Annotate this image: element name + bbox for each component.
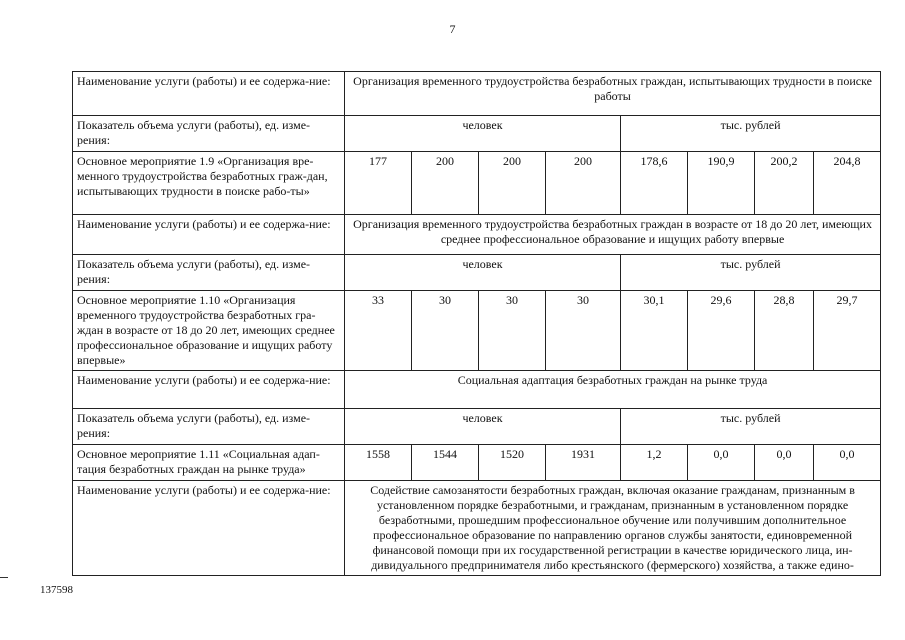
value-cell: 30 [479, 291, 546, 371]
value-cell: 30 [412, 291, 479, 371]
row-label: Показатель объема услуги (работы), ед. изме-рения: [73, 116, 345, 152]
value-cell: 0,0 [688, 445, 755, 481]
row-label: Наименование услуги (работы) и ее содержа-ние: [73, 72, 345, 116]
value-cell: 190,9 [688, 152, 755, 215]
value-cell: 200 [412, 152, 479, 215]
service-name-row [73, 371, 881, 409]
page-number: 7 [449, 22, 456, 36]
value-cell: 0,0 [755, 445, 814, 481]
value-cell: 204,8 [814, 152, 881, 215]
measure-row [73, 445, 881, 481]
service-name: Содействие самозанятости безработных граждан, включая оказание гражданам, признанным в установленном порядке безработными, и гражданам, признанным в установленном порядке безработными, прошедшим профессиональное обучение или получившим дополнительное профессиональное образование по направлению органов службы занятости, единовременной финансовой помощи при их государственной регистрации в качестве юридического лица, ин-дивидуального предпринимателя либо крестьянского (фермерского) хозяйства, а также едино- [345, 481, 881, 576]
volume-indicator-row [73, 255, 881, 291]
value-cell: 178,6 [621, 152, 688, 215]
value-cell: 29,6 [688, 291, 755, 371]
measure-row [73, 291, 881, 371]
row-label: Показатель объема услуги (работы), ед. изме-рения: [73, 409, 345, 445]
service-name-row [73, 215, 881, 255]
value-cell: 33 [345, 291, 412, 371]
value-cell: 200,2 [755, 152, 814, 215]
volume-indicator-row [73, 116, 881, 152]
unit-people: человек [345, 116, 621, 152]
value-cell: 200 [546, 152, 621, 215]
unit-money: тыс. рублей [621, 116, 881, 152]
service-name-row [73, 481, 881, 576]
value-cell: 0,0 [814, 445, 881, 481]
row-label: Наименование услуги (работы) и ее содержа-ние: [73, 371, 345, 409]
value-cell: 1544 [412, 445, 479, 481]
value-cell: 1,2 [621, 445, 688, 481]
service-name: Организация временного трудоустройства безработных граждан, испытывающих трудности в поиске работы [345, 72, 881, 116]
service-name: Организация временного трудоустройства безработных граждан в возрасте от 18 до 20 лет, имеющих среднее профессиональное образование и ищущих работу впервые [345, 215, 881, 255]
measure-row [73, 152, 881, 215]
value-cell: 177 [345, 152, 412, 215]
value-cell: 28,8 [755, 291, 814, 371]
row-label: Показатель объема услуги (работы), ед. изме-рения: [73, 255, 345, 291]
unit-money: тыс. рублей [621, 409, 881, 445]
unit-people: человек [345, 255, 621, 291]
row-label: Наименование услуги (работы) и ее содержа-ние: [73, 481, 345, 576]
unit-people: человек [345, 409, 621, 445]
services-table [72, 71, 881, 576]
service-name: Социальная адаптация безработных граждан на рынке труда [345, 371, 881, 409]
value-cell: 29,7 [814, 291, 881, 371]
measure-label: Основное мероприятие 1.9 «Организация вре-менного трудоустройства безработных граж-дан, испытывающих трудности в поиске рабо-ты» [73, 152, 345, 215]
row-label: Наименование услуги (работы) и ее содержа-ние: [73, 215, 345, 255]
margin-mark [0, 577, 8, 578]
value-cell: 1558 [345, 445, 412, 481]
value-cell: 1520 [479, 445, 546, 481]
measure-label: Основное мероприятие 1.11 «Социальная адап-тация безработных граждан на рынке труда» [73, 445, 345, 481]
unit-money: тыс. рублей [621, 255, 881, 291]
measure-label: Основное мероприятие 1.10 «Организация временного трудоустройства безработных гра-ждан в возрасте от 18 до 20 лет, имеющих среднее профессиональное образование и ищущих работу впервые» [73, 291, 345, 371]
value-cell: 30,1 [621, 291, 688, 371]
service-name-row [73, 72, 881, 116]
volume-indicator-row [73, 409, 881, 445]
value-cell: 1931 [546, 445, 621, 481]
value-cell: 200 [479, 152, 546, 215]
document-id: 137598 [40, 584, 73, 596]
value-cell: 30 [546, 291, 621, 371]
